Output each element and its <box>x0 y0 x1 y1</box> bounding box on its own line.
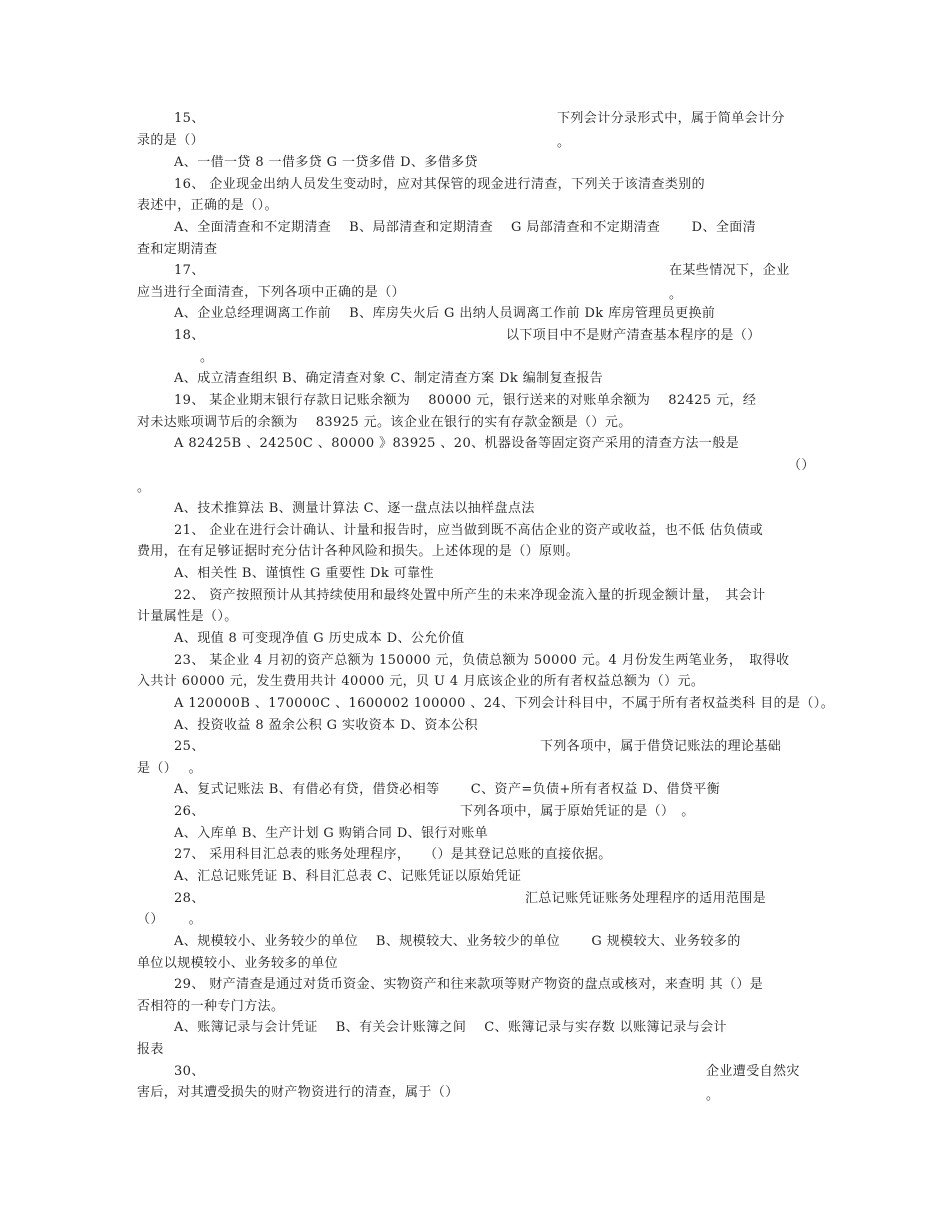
question-28-options-cont: 单位以规模较小、业务较多的单位 <box>137 956 339 971</box>
question-28-text: 汇总记账凭证账务处理程序的适用范围是 <box>525 891 767 906</box>
question-17-options: A、企业总经理调离工作前 B、库房失火后 G 出纳人员调离工作前 Dk 库房管理员更换前 <box>174 306 716 321</box>
question-18-options: A、成立清查组织 B、确定清查对象 C、制定清查方案 Dk 编制复查报告 <box>174 371 604 386</box>
question-30-text-cont: 害后，对其遭受损失的财产物资进行的清查，属于（） <box>137 1085 459 1100</box>
question-17-text-cont: 应当进行全面清查，下列各项中正确的是（） <box>137 285 406 300</box>
question-29-text-cont: 否相符的一种专门方法。 <box>137 999 285 1014</box>
question-30-text: 企业遭受自然灾 <box>706 1064 800 1079</box>
question-15-text: 下列会计分录形式中，属于简单会计分 <box>557 111 785 126</box>
question-22-text-cont: 计量属性是（）。 <box>137 609 238 624</box>
question-17-text: 在某些情况下，企业 <box>669 263 790 278</box>
question-28-number: 28、 <box>174 891 205 906</box>
question-30-number: 30、 <box>174 1064 205 1079</box>
question-18-period: 。 <box>200 350 214 365</box>
question-18-text: 以下项目中不是财产清查基本程序的是（） <box>506 328 761 343</box>
question-20-blank: （） <box>788 458 815 473</box>
question-26-text: 下列各项中，属于原始凭证的是（） 。 <box>460 804 695 819</box>
question-23-text: 23、 某企业 4 月初的资产总额为 150000 元，负债总额为 50000 元。4 月份发生两笔业务， 取得收 <box>174 653 790 668</box>
question-16-options: A、全面清查和不定期清查 B、局部清查和定期清查 G 局部清查和不定期清查 D、全面清 <box>174 220 757 235</box>
question-15-options: A、一借一贷 8 一借多贷 G 一贷多借 D、多借多贷 <box>174 155 478 170</box>
question-20-period: 。 <box>137 480 151 495</box>
question-21-options: A、相关性 B、谨慎性 G 重要性 Dk 可靠性 <box>174 566 434 581</box>
question-25-text-cont: 是（） 。 <box>137 761 203 776</box>
question-20-options: A、技术推算法 B、测量计算法 C、逐一盘点法以抽样盘点法 <box>174 501 535 516</box>
question-28-options: A、规模较小、业务较少的单位 B、规模较大、业务较少的单位 G 规模较大、业务较多的 <box>174 934 741 949</box>
question-25-number: 25、 <box>174 739 205 754</box>
question-27-text: 27、 采用科目汇总表的账务处理程序， （）是其登记总账的直接依据。 <box>174 847 612 862</box>
question-23-options-and-24: A 120000B 、170000C 、1600002 100000 、24、下列会计科目中，不属于所有者权益类科 目的是（）。 <box>174 696 835 711</box>
question-16-options-cont: 查和定期清查 <box>137 242 218 257</box>
question-15-period: 。 <box>557 135 571 150</box>
question-15-number: 15、 <box>174 111 205 126</box>
question-17-period: 。 <box>669 287 683 302</box>
question-30-period: 。 <box>706 1088 720 1103</box>
question-23-text-cont: 入共计 60000 元，发生费用共计 40000 元，贝 U 4 月底该企业的所有者权益总额为（）元。 <box>137 674 705 689</box>
question-16-text: 16、 企业现金出纳人员发生变动时，应对其保管的现金进行清查，下列关于该清查类别的 <box>174 177 706 192</box>
question-17-number: 17、 <box>174 263 205 278</box>
question-16-text-cont: 表述中，正确的是（）。 <box>137 198 278 213</box>
question-28-text-cont: （） 。 <box>137 912 203 927</box>
question-19-text: 19、 某企业期末银行存款日记账余额为 80000 元，银行送来的对账单余额为 82425 元，经 <box>174 393 757 408</box>
question-25-text: 下列各项中，属于借贷记账法的理论基础 <box>540 739 782 754</box>
question-27-options: A、汇总记账凭证 B、科目汇总表 C、记账凭证以原始凭证 <box>174 869 522 884</box>
question-26-options: A、入库单 B、生产计划 G 购销合同 D、银行对账单 <box>174 826 489 841</box>
question-18-number: 18、 <box>174 328 205 343</box>
question-21-text-cont: 费用，在有足够证据时充分估计各种风险和损失。上述体现的是（）原则。 <box>137 544 580 559</box>
question-29-options: A、账簿记录与会计凭证 B、有关会计账簿之间 C、账簿记录与实存数 以账簿记录与会计 <box>174 1020 727 1035</box>
question-24-options: A、投资收益 8 盈余公积 G 实收资本 D、资本公积 <box>174 718 478 733</box>
question-26-number: 26、 <box>174 804 205 819</box>
question-21-text: 21、 企业在进行会计确认、计量和报告时，应当做到既不高估企业的资产或收益，也不低 估负债或 <box>174 523 764 538</box>
question-15-text-cont: 录的是（） <box>137 133 205 148</box>
question-25-options: A、复式记账法 B、有借必有贷，借贷必相等 C、资产=负债+所有者权益 D、借贷平衡 <box>174 782 721 797</box>
question-19-text-cont: 对未达账项调节后的余额为 83925 元。该企业在银行的实有存款金额是（）元。 <box>137 415 632 430</box>
question-22-options: A、现值 8 可变现净值 G 历史成本 D、公允价值 <box>174 631 465 646</box>
question-19-options-and-20: A 82425B 、24250C 、80000 》83925 、20、机器设备等固定资产采用的清查方法一般是 <box>174 436 740 451</box>
question-29-text: 29、 财产清查是通过对货币资金、实物资产和往来款项等财产物资的盘点或核对，来查明 其（）是 <box>174 977 764 992</box>
question-29-options-cont: 报表 <box>137 1042 164 1057</box>
question-22-text: 22、 资产按照预计从其持续使用和最终处置中所产生的未来净现金流入量的折现金额计量， 其会计 <box>174 588 766 603</box>
